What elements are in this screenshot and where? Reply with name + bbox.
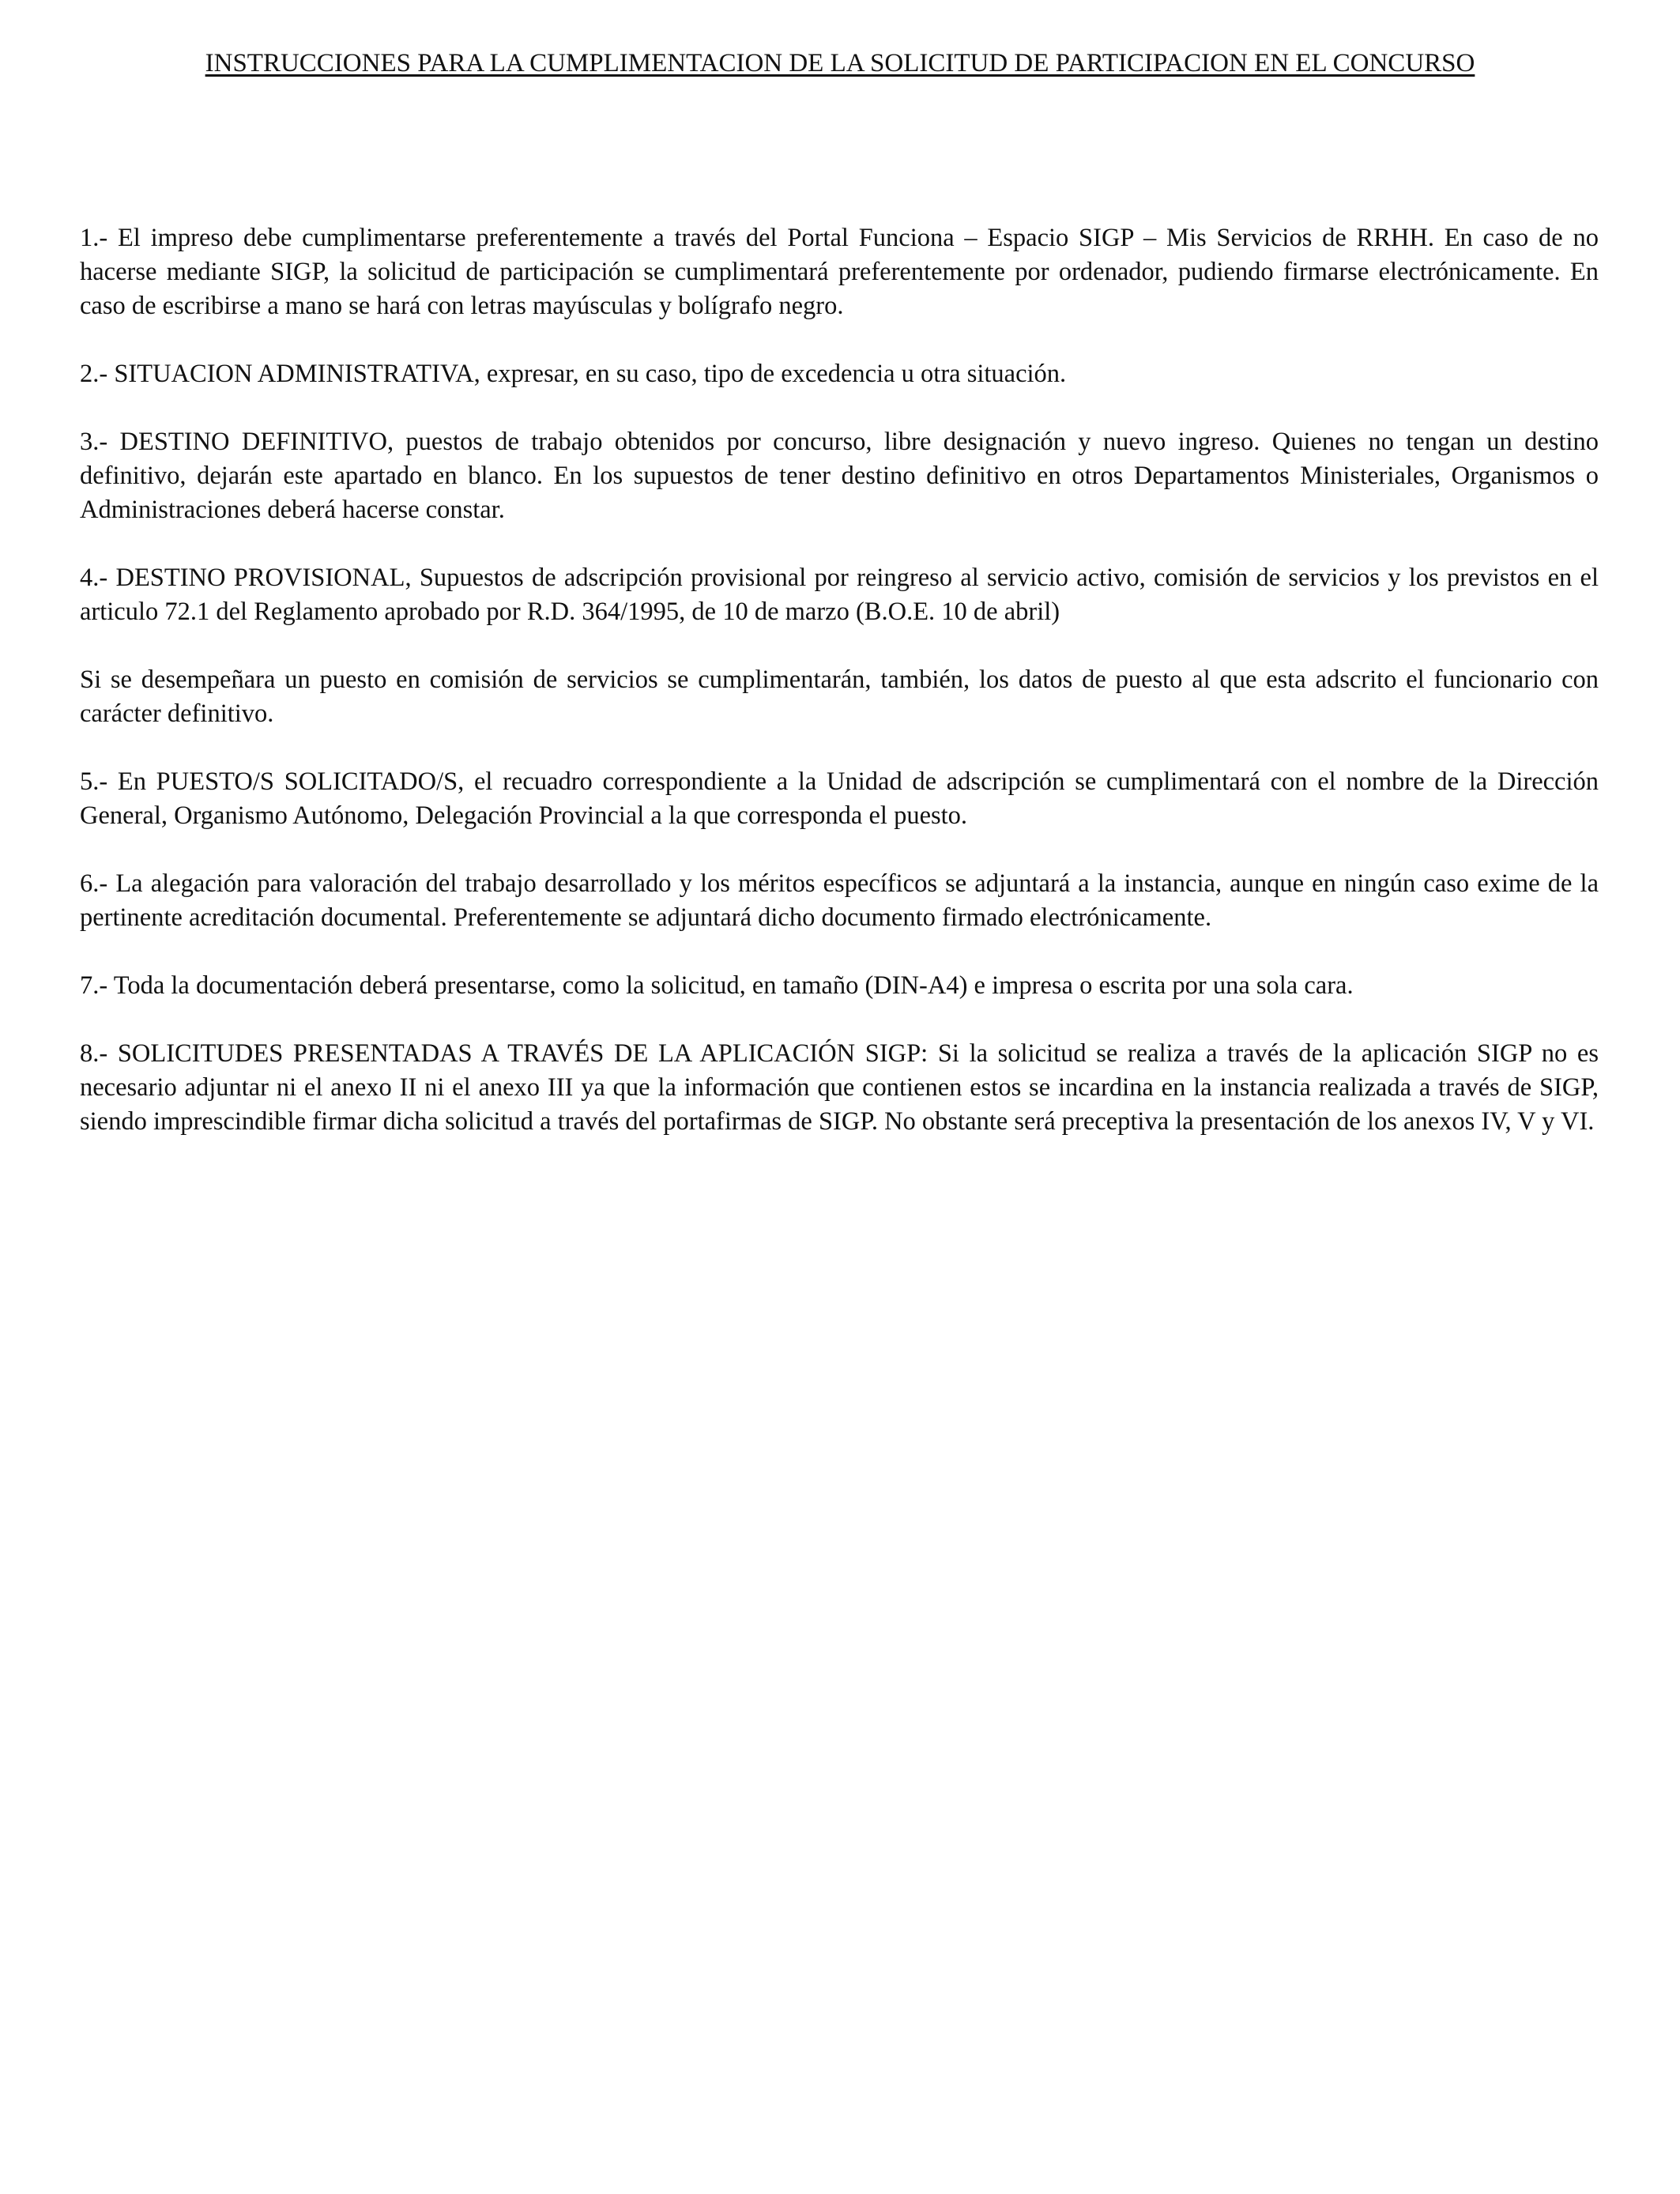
document-title: INSTRUCCIONES PARA LA CUMPLIMENTACION DE LA SOLICITUD DE PARTICIPACION EN EL CONCURSO <box>205 49 1475 77</box>
instruction-paragraph-4: 4.- DESTINO PROVISIONAL, Supuestos de adscripción provisional por reingreso al servicio activo, comisión de servicios y los previstos en el articulo 72.1 del Reglamento aprobado por R.D. 364/1995, de 10 de marzo (B.O.E. 10 de abril) <box>80 564 1599 626</box>
instruction-paragraph-5: 5.- En PUESTO/S SOLICITADO/S, el recuadro correspondiente a la Unidad de adscripción se cumplimentará con el nombre de la Dirección General, Organismo Autónomo, Delegación Provincial a la que corresponda el puesto. <box>80 767 1599 830</box>
instructions-body <box>80 221 1599 1173</box>
instruction-paragraph-1: 1.- El impreso debe cumplimentarse preferentemente a través del Portal Funciona – Espacio SIGP – Mis Servicios de RRHH. En caso de no hacerse mediante SIGP, la solicitud de participación se cumplimentará preferentemente por ordenador, pudiendo firmarse electrónicamente. En caso de escribirse a mano se hará con letras mayúsculas y bolígrafo negro. <box>80 224 1599 320</box>
instruction-paragraph-3: 3.- DESTINO DEFINITIVO, puestos de trabajo obtenidos por concurso, libre designación y nuevo ingreso. Quienes no tengan un destino definitivo, dejarán este apartado en blanco. En los supuestos de tener destino definitivo en otros Departamentos Ministeriales, Organismos o Administraciones deberá hacerse constar. <box>80 428 1599 524</box>
instruction-paragraph-8: 8.- SOLICITUDES PRESENTADAS A TRAVÉS DE LA APLICACIÓN SIGP: Si la solicitud se realiza a través de la aplicación SIGP no es necesario adjuntar ni el anexo II ni el anexo III ya que la información que contienen estos se incardina en la instancia realizada a través de SIGP, siendo imprescindible firmar dicha solicitud a través del portafirmas de SIGP. No obstante será preceptiva la presentación de los anexos IV, V y VI. <box>80 1039 1599 1136</box>
instruction-paragraph-7: 7.- Toda la documentación deberá presentarse, como la solicitud, en tamaño (DIN-A4) e impresa o escrita por una sola cara. <box>80 971 1354 1000</box>
instruction-paragraph-6: 6.- La alegación para valoración del trabajo desarrollado y los méritos específicos se adjuntará a la instancia, aunque en ningún caso exime de la pertinente acreditación documental. Preferentemente se adjuntará dicho documento firmado electrónicamente. <box>80 869 1599 932</box>
instruction-paragraph-2: 2.- SITUACION ADMINISTRATIVA, expresar, en su caso, tipo de excedencia u otra situación. <box>80 360 1067 388</box>
instruction-paragraph-4-note: Si se desempeñara un puesto en comisión de servicios se cumplimentarán, también, los datos de puesto al que esta adscrito el funcionario con carácter definitivo. <box>80 665 1599 728</box>
